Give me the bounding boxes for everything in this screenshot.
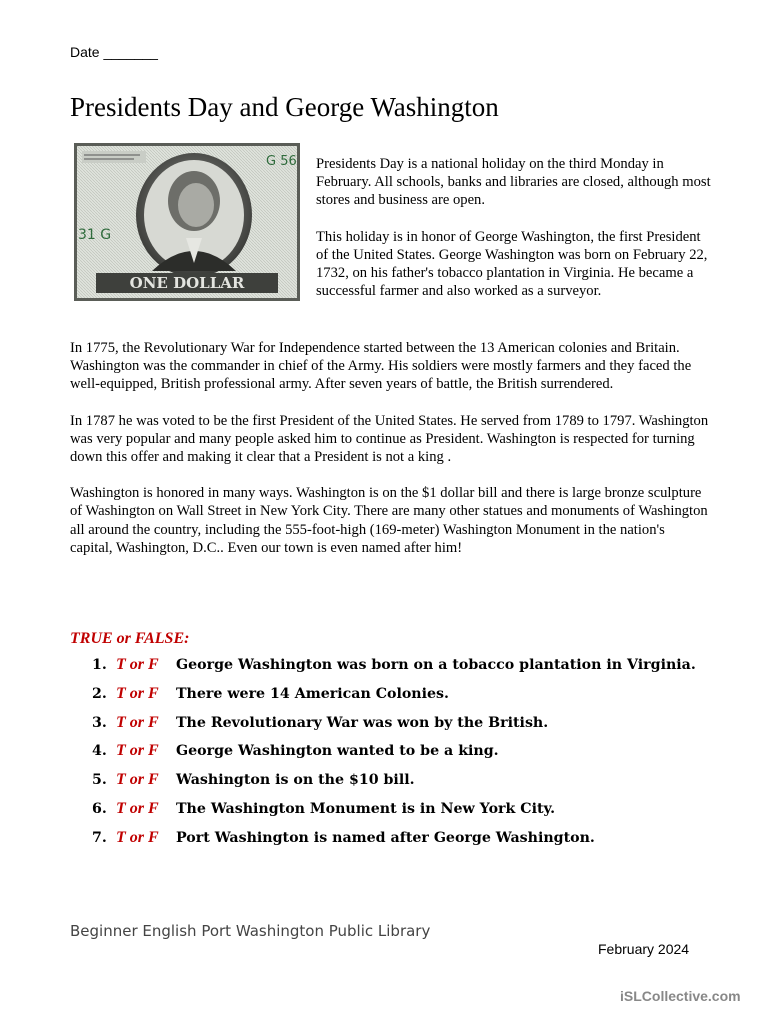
quiz-item-number: 5. xyxy=(92,772,107,789)
intro-text xyxy=(316,155,716,318)
bill-left-serial: 31 G xyxy=(78,227,112,243)
quiz-item xyxy=(92,770,696,799)
quiz-item-choice: T or F xyxy=(116,799,159,817)
quiz-item xyxy=(92,655,696,684)
quiz-item-choice: T or F xyxy=(116,684,159,702)
quiz-item-number: 6. xyxy=(92,800,107,817)
quiz-item-number: 7. xyxy=(92,829,107,846)
intro-paragraph: This holiday is in honor of George Washington, the first President of the United States. George Washington was born on February 22, 1732, on his father's tobacco plantation in Virginia. He became a successful farmer and also worked as a surveyor. xyxy=(316,228,708,300)
body-text xyxy=(70,339,710,575)
one-dollar-bill-image xyxy=(74,143,300,301)
quiz-item-choice: T or F xyxy=(116,828,159,846)
body-paragraph: In 1787 he was voted to be the first President of the United States. He served from 1789 to 1797. Washington was very popular and many people asked him to continue as President. Washington is respected for turning down this offer and making it clear that a President is not a king . xyxy=(70,412,709,466)
quiz-item-statement: The Washington Monument is in New York City. xyxy=(176,800,556,817)
quiz-item xyxy=(92,741,696,770)
quiz-item xyxy=(92,713,696,742)
footer-date: February 2024 xyxy=(598,941,690,957)
true-false-list xyxy=(92,655,696,857)
quiz-item-statement: George Washington wanted to be a king. xyxy=(176,743,499,760)
quiz-item-choice: T or F xyxy=(116,656,159,673)
body-paragraph: In 1775, the Revolutionary War for Independence started between the 13 American colonies and Britain. Washington was the commander in chief of the Army. His soldiers were mostly farmers and they faced the well-equipped, British professional army. After seven years of battle, the British surrendered. xyxy=(70,340,692,393)
quiz-item xyxy=(92,684,696,713)
quiz-item-statement: The Revolutionary War was won by the British. xyxy=(176,714,549,731)
quiz-item-choice: T or F xyxy=(116,742,159,760)
quiz-item-statement: Port Washington is named after George Washington. xyxy=(176,829,595,846)
quiz-item-number: 3. xyxy=(92,714,107,731)
quiz-item-number: 4. xyxy=(92,743,107,760)
page-title: Presidents Day and George Washington xyxy=(70,92,499,122)
footer-library-credit: Beginner English Port Washington Public Library xyxy=(70,922,431,940)
true-false-heading: TRUE or FALSE: xyxy=(70,630,190,647)
quiz-item xyxy=(92,799,696,828)
watermark: iSLCollective.com xyxy=(620,988,741,1004)
quiz-item-choice: T or F xyxy=(116,713,159,731)
bill-corner-serial: G 56 xyxy=(266,154,297,169)
quiz-item-statement: Washington is on the $10 bill. xyxy=(176,772,415,789)
bill-banner-text: ONE DOLLAR xyxy=(129,274,245,292)
quiz-item xyxy=(92,828,696,857)
intro-paragraph: Presidents Day is a national holiday on the third Monday in February. All schools, banks and libraries are closed, although most stores and business are open. xyxy=(316,156,711,209)
date-label: Date _______ xyxy=(70,44,158,60)
quiz-item-statement: George Washington was born on a tobacco plantation in Virginia. xyxy=(176,657,696,673)
quiz-item-number: 2. xyxy=(92,685,107,702)
quiz-item-number: 1. xyxy=(92,657,107,673)
quiz-item-choice: T or F xyxy=(116,771,159,789)
body-paragraph: Washington is honored in many ways. Washington is on the $1 dollar bill and there is large bronze sculpture of Washington on Wall Street in New York City. There are many other statues and monuments of Washington all around the country, including the 555-foot-high (169-meter) Washington Monument in the nation's capital, Washington, D.C.. Even our town is even named after him! xyxy=(70,485,708,556)
quiz-item-statement: There were 14 American Colonies. xyxy=(176,685,449,702)
